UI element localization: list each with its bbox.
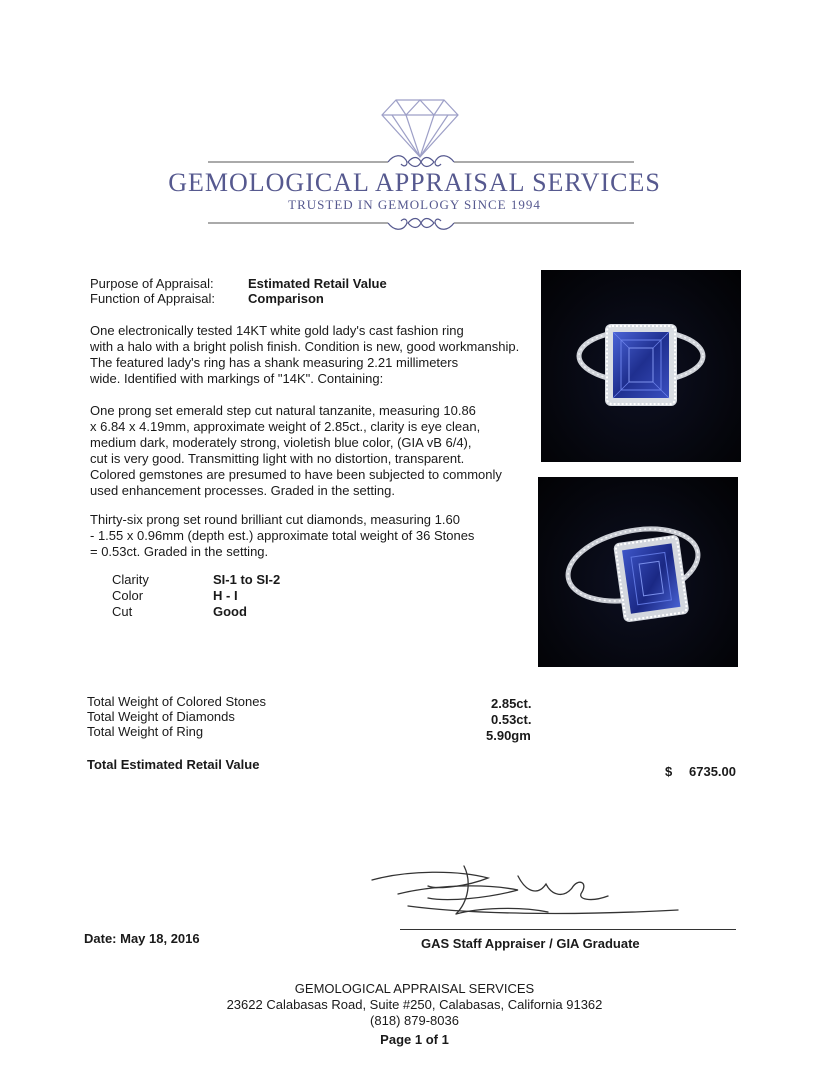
grading-label-clarity: Clarity (112, 572, 149, 587)
total-label-ring: Total Weight of Ring (87, 724, 204, 739)
function-value: Comparison (248, 291, 324, 306)
total-value-colored-stones: 2.85ct. (491, 696, 532, 711)
center-stone-line: x 6.84 x 4.19mm, approximate weight of 2.85ct., clarity is eye clean, (90, 419, 481, 434)
ring-description-line: The featured lady's ring has a shank measuring 2.21 millimeters (90, 355, 459, 370)
brand-tagline: TRUSTED IN GEMOLOGY SINCE 1994 (288, 197, 541, 212)
grading-label-cut: Cut (112, 604, 133, 619)
diamonds-description (90, 512, 474, 560)
appraiser-title: GAS Staff Appraiser / GIA Graduate (421, 936, 640, 951)
bottom-rule-flourish (208, 213, 634, 233)
ring-photo-angled (538, 477, 738, 667)
appraiser-signature (368, 862, 688, 924)
center-stone-line: cut is very good. Transmitting light with no distortion, transparent. (90, 451, 465, 466)
page-number: Page 1 of 1 (380, 1032, 449, 1047)
diamonds-line: - 1.55 x 0.96mm (depth est.) approximate total weight of 36 Stones (90, 528, 475, 543)
footer-company: GEMOLOGICAL APPRAISAL SERVICES (294, 981, 535, 996)
function-label: Function of Appraisal: (90, 291, 216, 306)
ring-photo-front (541, 270, 741, 462)
center-stone-description (90, 403, 502, 499)
total-label-diamonds: Total Weight of Diamonds (87, 709, 235, 724)
grading-label-color: Color (112, 588, 144, 603)
footer-address: 23622 Calabasas Road, Suite #250, Calabasas, California 91362 (226, 997, 603, 1012)
center-stone-line: medium dark, moderately strong, violetish blue color, (GIA vB 6/4), (90, 435, 472, 450)
brand-name: GEMOLOGICAL APPRAISAL SERVICES (168, 168, 661, 197)
purpose-value: Estimated Retail Value (248, 276, 387, 291)
grading-value-cut: Good (213, 604, 247, 619)
ring-description (90, 323, 519, 387)
footer-phone: (818) 879-8036 (370, 1013, 459, 1028)
ring-description-line: wide. Identified with markings of "14K". Containing: (90, 371, 384, 386)
diamonds-line: Thirty-six prong set round brilliant cut diamonds, measuring 1.60 (90, 512, 460, 527)
grading-value-color: H - I (213, 588, 238, 603)
ring-description-line: with a halo with a bright polish finish. Condition is new, good workmanship. (90, 339, 520, 354)
retail-amount: 6735.00 (689, 764, 736, 779)
appraisal-date: Date: May 18, 2016 (84, 931, 200, 946)
retail-currency: $ (665, 764, 673, 779)
grading-value-clarity: SI-1 to SI-2 (213, 572, 281, 587)
total-value-diamonds: 0.53ct. (491, 712, 532, 727)
signature-line (400, 929, 736, 930)
center-stone-line: One prong set emerald step cut natural tanzanite, measuring 10.86 (90, 403, 476, 418)
total-value-ring: 5.90gm (486, 728, 531, 743)
purpose-label: Purpose of Appraisal: (90, 276, 214, 291)
center-stone-line: Colored gemstones are presumed to have been subjected to commonly (90, 467, 502, 482)
letterhead (0, 0, 829, 240)
center-stone-line: used enhancement processes. Graded in the setting. (90, 483, 395, 498)
total-label-colored-stones: Total Weight of Colored Stones (87, 694, 266, 709)
retail-value-label: Total Estimated Retail Value (87, 757, 260, 772)
diamond-logo-icon (380, 95, 460, 160)
ring-description-line: One electronically tested 14KT white gold lady's cast fashion ring (90, 323, 464, 338)
diamonds-line: = 0.53ct. Graded in the setting. (90, 544, 269, 559)
